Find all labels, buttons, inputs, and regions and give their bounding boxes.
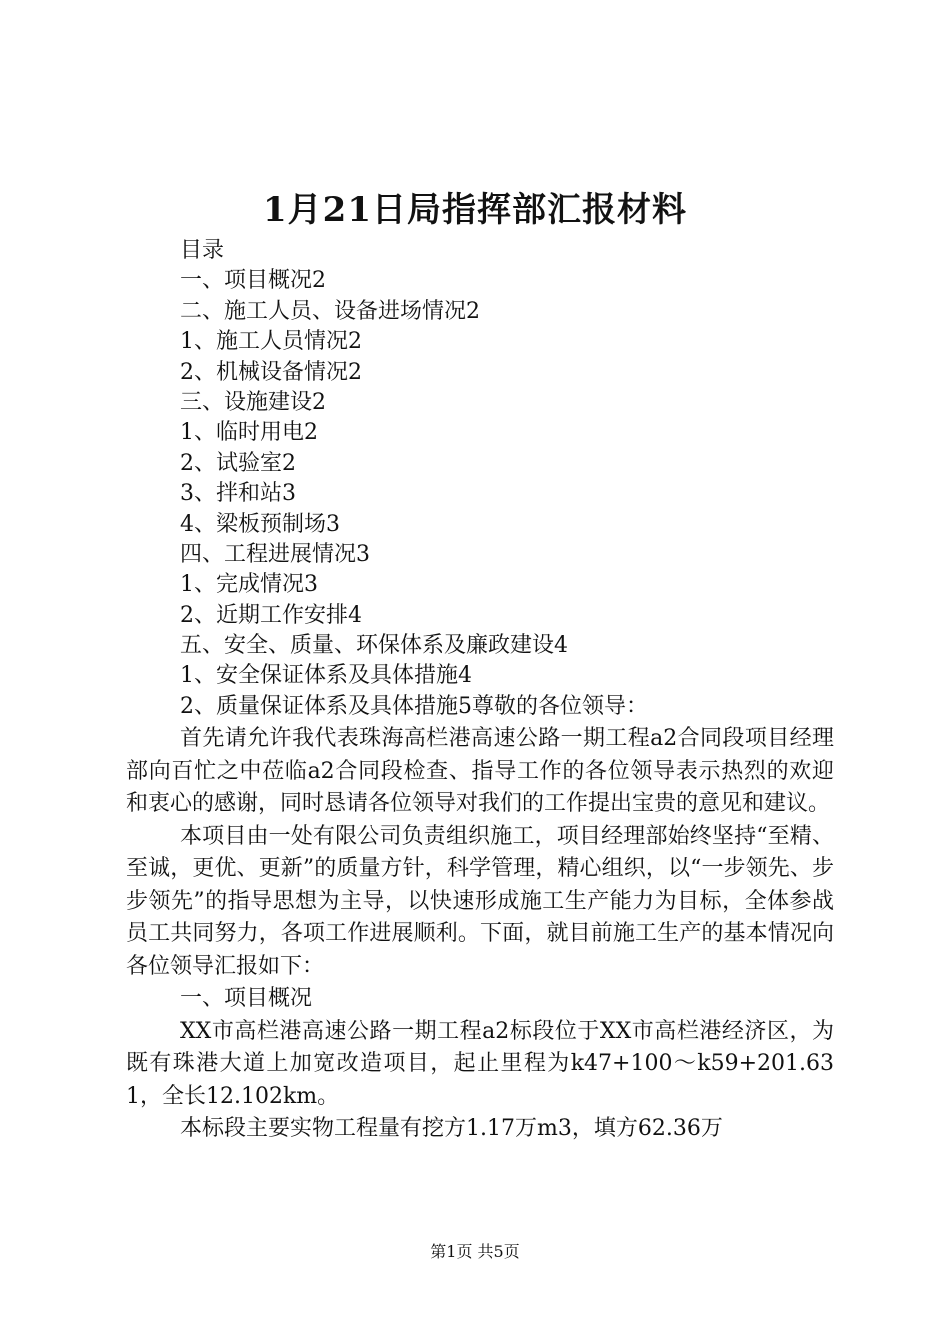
document-title: 1月21日局指挥部汇报材料 (263, 190, 687, 230)
toc-item: 2、试验室2 (180, 450, 296, 476)
toc-item: 四、工程进展情况3 (180, 541, 370, 567)
toc-item: 1、施工人员情况2 (180, 329, 362, 355)
document-body (126, 723, 834, 1146)
paragraph-quantities: 本标段主要实物工程量有挖方1.17万m3，填方62.36万 (180, 1116, 723, 1141)
toc-item: 2、质量保证体系及具体措施5尊敬的各位领导： (180, 693, 648, 719)
toc-item: 五、安全、质量、环保体系及廉政建设4 (180, 633, 568, 659)
table-of-contents (180, 236, 840, 722)
toc-item: 1、安全保证体系及具体措施4 (180, 663, 472, 689)
paragraph-project-location: XX市高栏港高速公路一期工程a2标段位于XX市高栏港经济区，为既有珠港大道上加宽改造项目，起止里程为k47+100～k59+201.631，全长12.102km。 (126, 1018, 834, 1109)
toc-item: 三、设施建设2 (180, 389, 326, 415)
toc-item: 二、施工人员、设备进场情况2 (180, 298, 480, 324)
toc-item: 3、拌和站3 (180, 481, 296, 507)
paragraph-greeting: 首先请允许我代表珠海高栏港高速公路一期工程a2合同段项目经理部向百忙之中莅临a2合同段检查、指导工作的各位领导表示热烈的欢迎和衷心的感谢，同时恳请各位领导对我们的工作提出宝贵的意见和建议。 (126, 726, 834, 816)
toc-item: 1、完成情况3 (180, 572, 318, 598)
toc-heading: 目录 (180, 238, 225, 263)
page-footer: 第1页 共5页 (430, 1242, 520, 1261)
toc-item: 2、机械设备情况2 (180, 359, 362, 385)
toc-item: 1、临时用电2 (180, 420, 318, 446)
toc-item: 一、项目概况2 (180, 268, 326, 294)
paragraph-intro: 本项目由一处有限公司负责组织施工，项目经理部始终坚持“至精、至诚，更优、更新”的质量方针，科学管理，精心组织，以“一步领先、步步领先”的指导思想为主导，以快速形成施工生产能力为目标，全体参战员工共同努力，各项工作进展顺利。下面，就目前施工生产的基本情况向各位领导汇报如下： (126, 823, 834, 979)
toc-item: 4、梁板预制场3 (180, 511, 340, 537)
section-heading-project-overview: 一、项目概况 (180, 986, 313, 1011)
toc-item: 2、近期工作安排4 (180, 602, 362, 628)
